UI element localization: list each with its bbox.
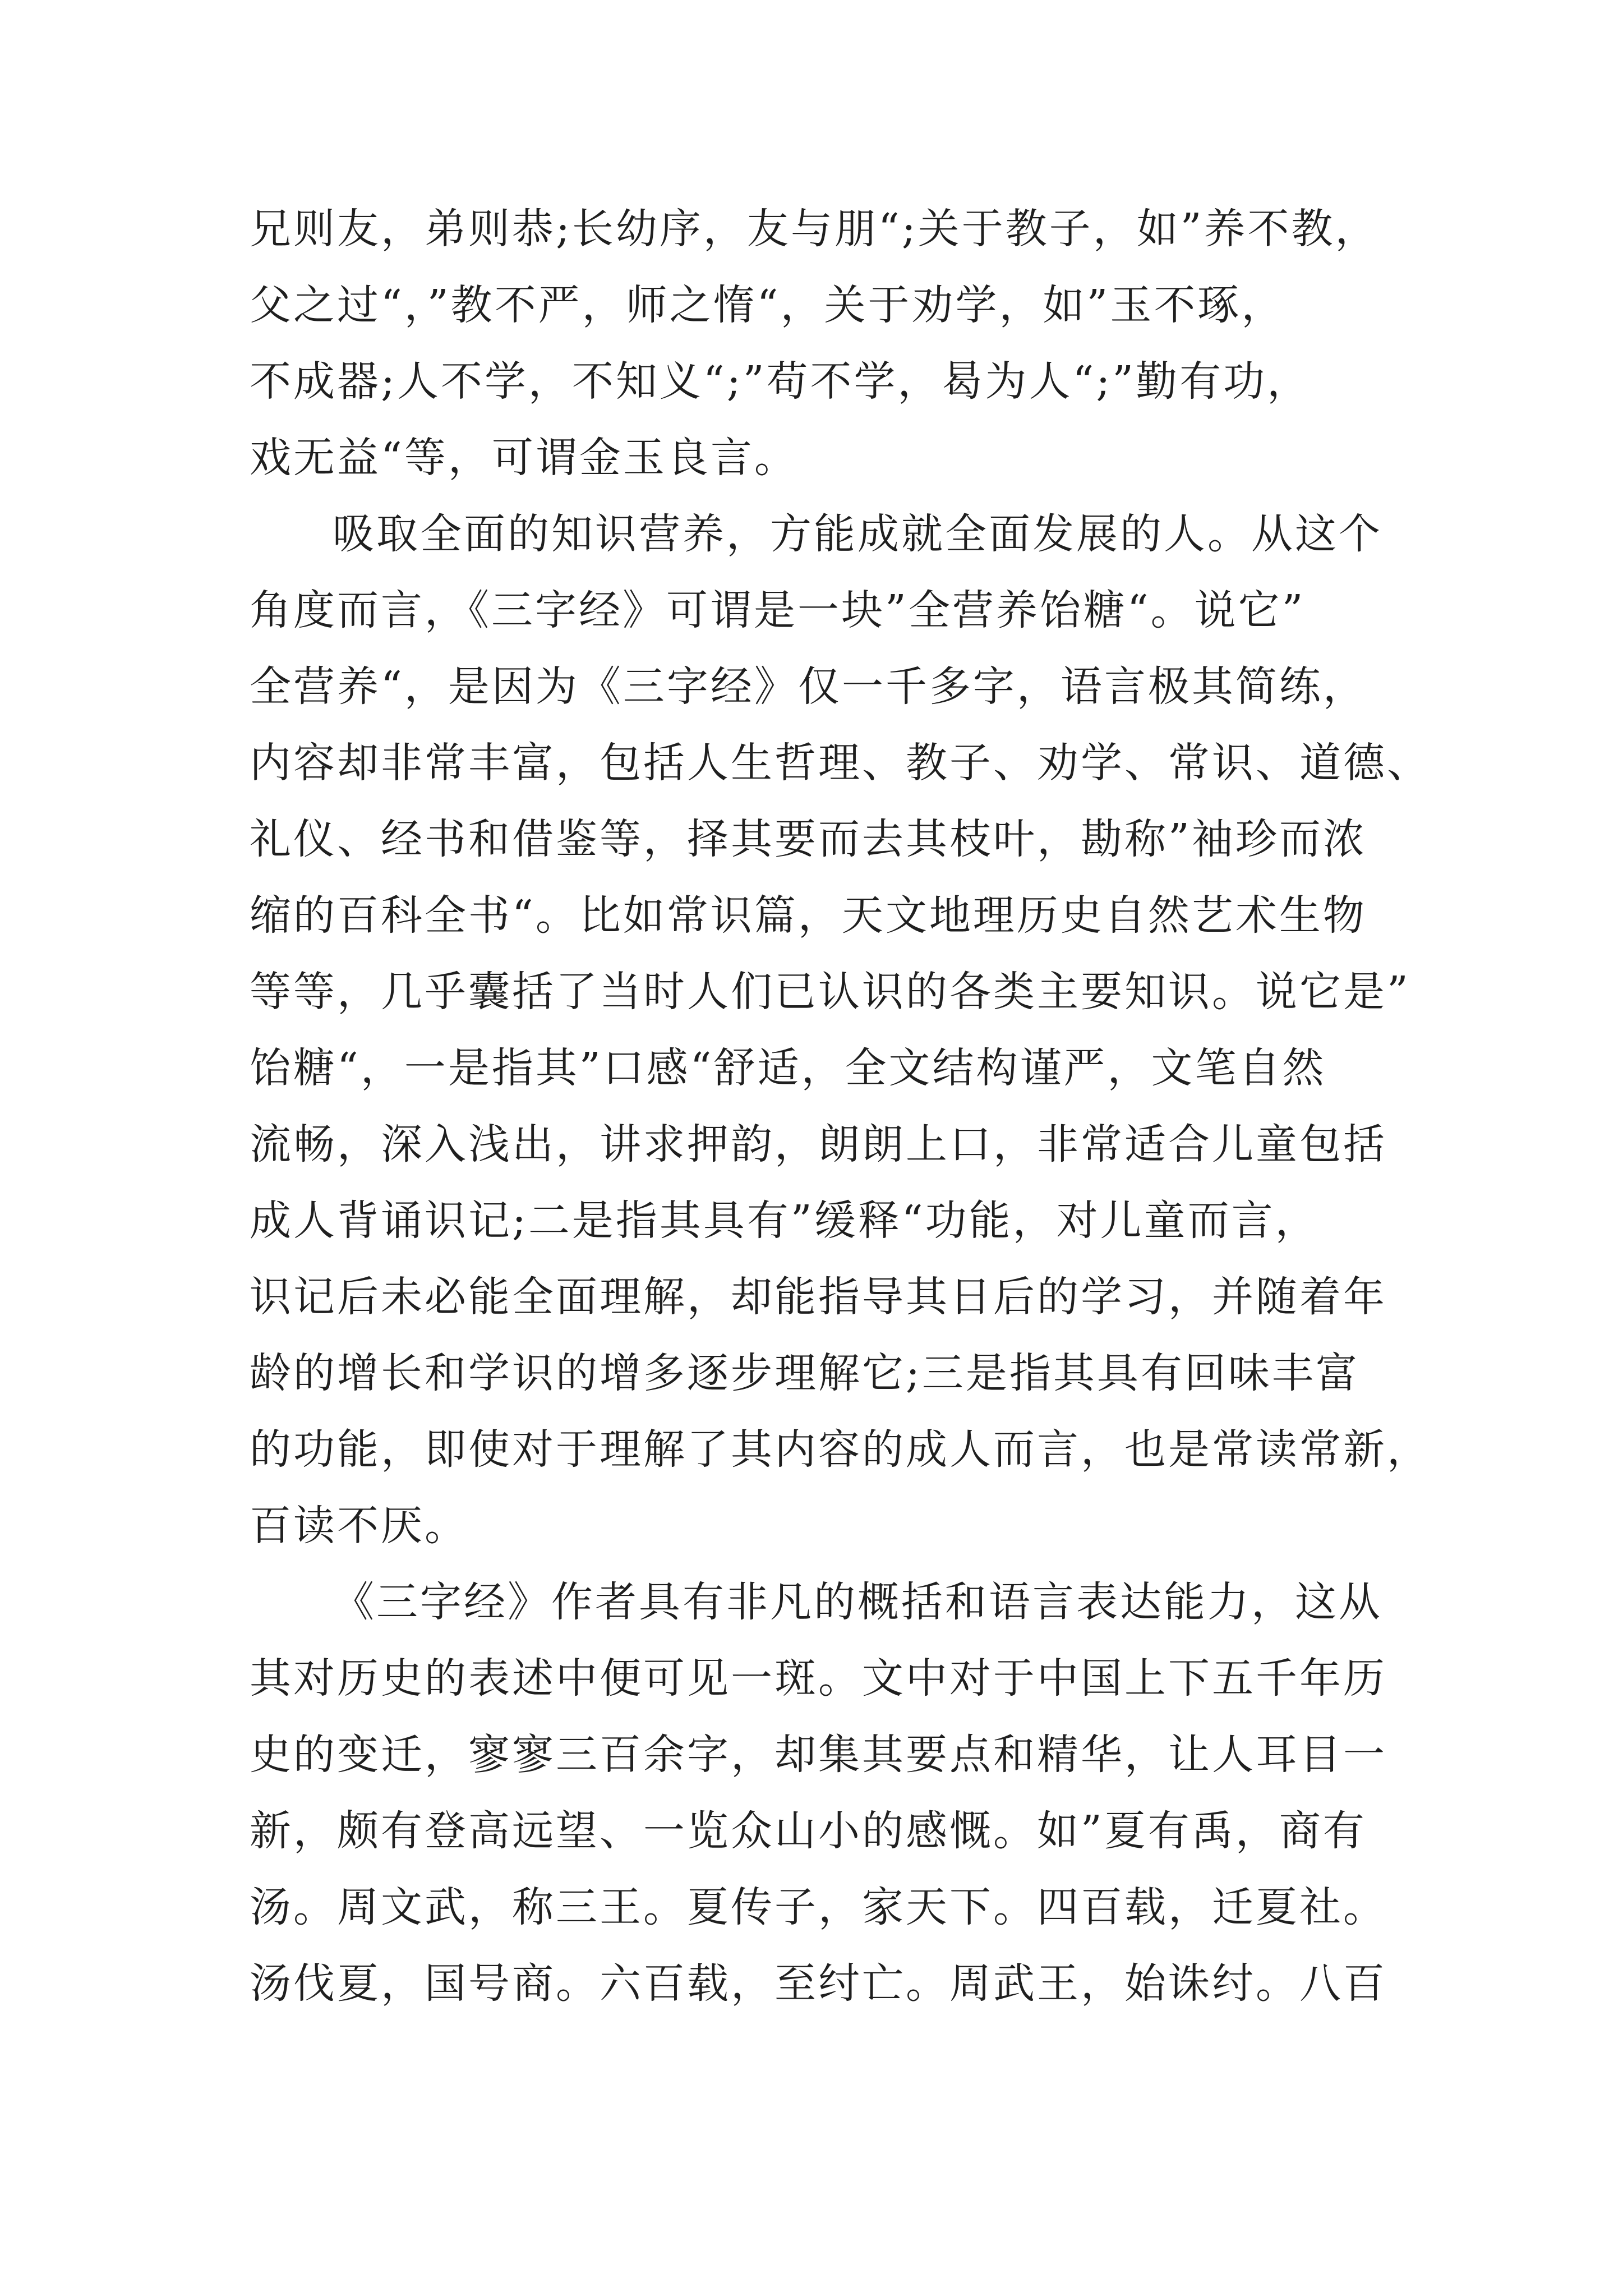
text-line: 吸取全面的知识营养，方能成就全面发展的人。从这个 — [333, 510, 1382, 558]
text-line: 识记后未必能全面理解，却能指导其日后的学习，并随着年 — [250, 1273, 1387, 1321]
text-line: 饴糖“，一是指其”口感“舒适，全文结构谨严，文笔自然 — [250, 1044, 1326, 1092]
text-line: 角度而言，《三字经》可谓是一块”全营养饴糖“。说它” — [250, 586, 1306, 634]
text-line: 礼仪、经书和借鉴等，择其要而去其枝叶，勘称”袖珍而浓 — [250, 815, 1367, 863]
paragraph-3 — [250, 1564, 1394, 2022]
text-line: 汤伐夏，国号商。六百载，至纣亡。周武王，始诛纣。八百 — [250, 1959, 1387, 2008]
text-line: 父之过“，”教不严，师之惰“，关于劝学，如”玉不琢， — [250, 281, 1285, 329]
text-line: 新，颇有登高远望、一览众山小的感慨。如”夏有禹，商有 — [250, 1807, 1367, 1855]
text-line: 汤。周文武，称三王。夏传子，家天下。四百载，迁夏社。 — [250, 1883, 1387, 1931]
body-text — [250, 191, 1431, 2022]
text-line: 内容却非常丰富，包括人生哲理、教子、劝学、常识、道德、 — [250, 739, 1431, 787]
paragraph-1 — [250, 191, 1394, 496]
text-line: 史的变迁，寥寥三百余字，却集其要点和精华，让人耳目一 — [250, 1731, 1387, 1779]
text-line: 流畅，深入浅出，讲求押韵，朗朗上口，非常适合儿童包括 — [250, 1120, 1387, 1168]
text-line: 缩的百科全书“。比如常识篇，天文地理历史自然艺术生物 — [250, 891, 1367, 940]
text-line: 其对历史的表述中便可见一斑。文中对于中国上下五千年历 — [250, 1654, 1387, 1703]
text-line: 等等，几乎囊括了当时人们已认识的各类主要知识。说它是” — [250, 968, 1410, 1016]
text-line: 兄则友，弟则恭;长幼序，友与朋“;关于教子，如”养不教， — [250, 205, 1379, 253]
text-line: 不成器;人不学，不知义“;”苟不学，曷为人“;”勤有功， — [250, 357, 1311, 406]
text-line: 龄的增长和学识的增多逐步理解它;三是指其具有回味丰富 — [250, 1349, 1359, 1397]
text-line: 戏无益“等，可谓金玉良言。 — [250, 434, 798, 482]
text-line: 百读不厌。 — [250, 1502, 468, 1550]
text-line: 《三字经》作者具有非凡的概括和语言表达能力，这从 — [333, 1578, 1382, 1626]
text-line: 的功能，即使对于理解了其内容的成人而言，也是常读常新， — [250, 1425, 1431, 1474]
text-line: 成人背诵识记;二是指其具有”缓释“功能，对儿童而言， — [250, 1197, 1319, 1245]
paragraph-2 — [250, 496, 1431, 1564]
text-line: 全营养“，是因为《三字经》仅一千多字，语言极其简练， — [250, 662, 1367, 711]
